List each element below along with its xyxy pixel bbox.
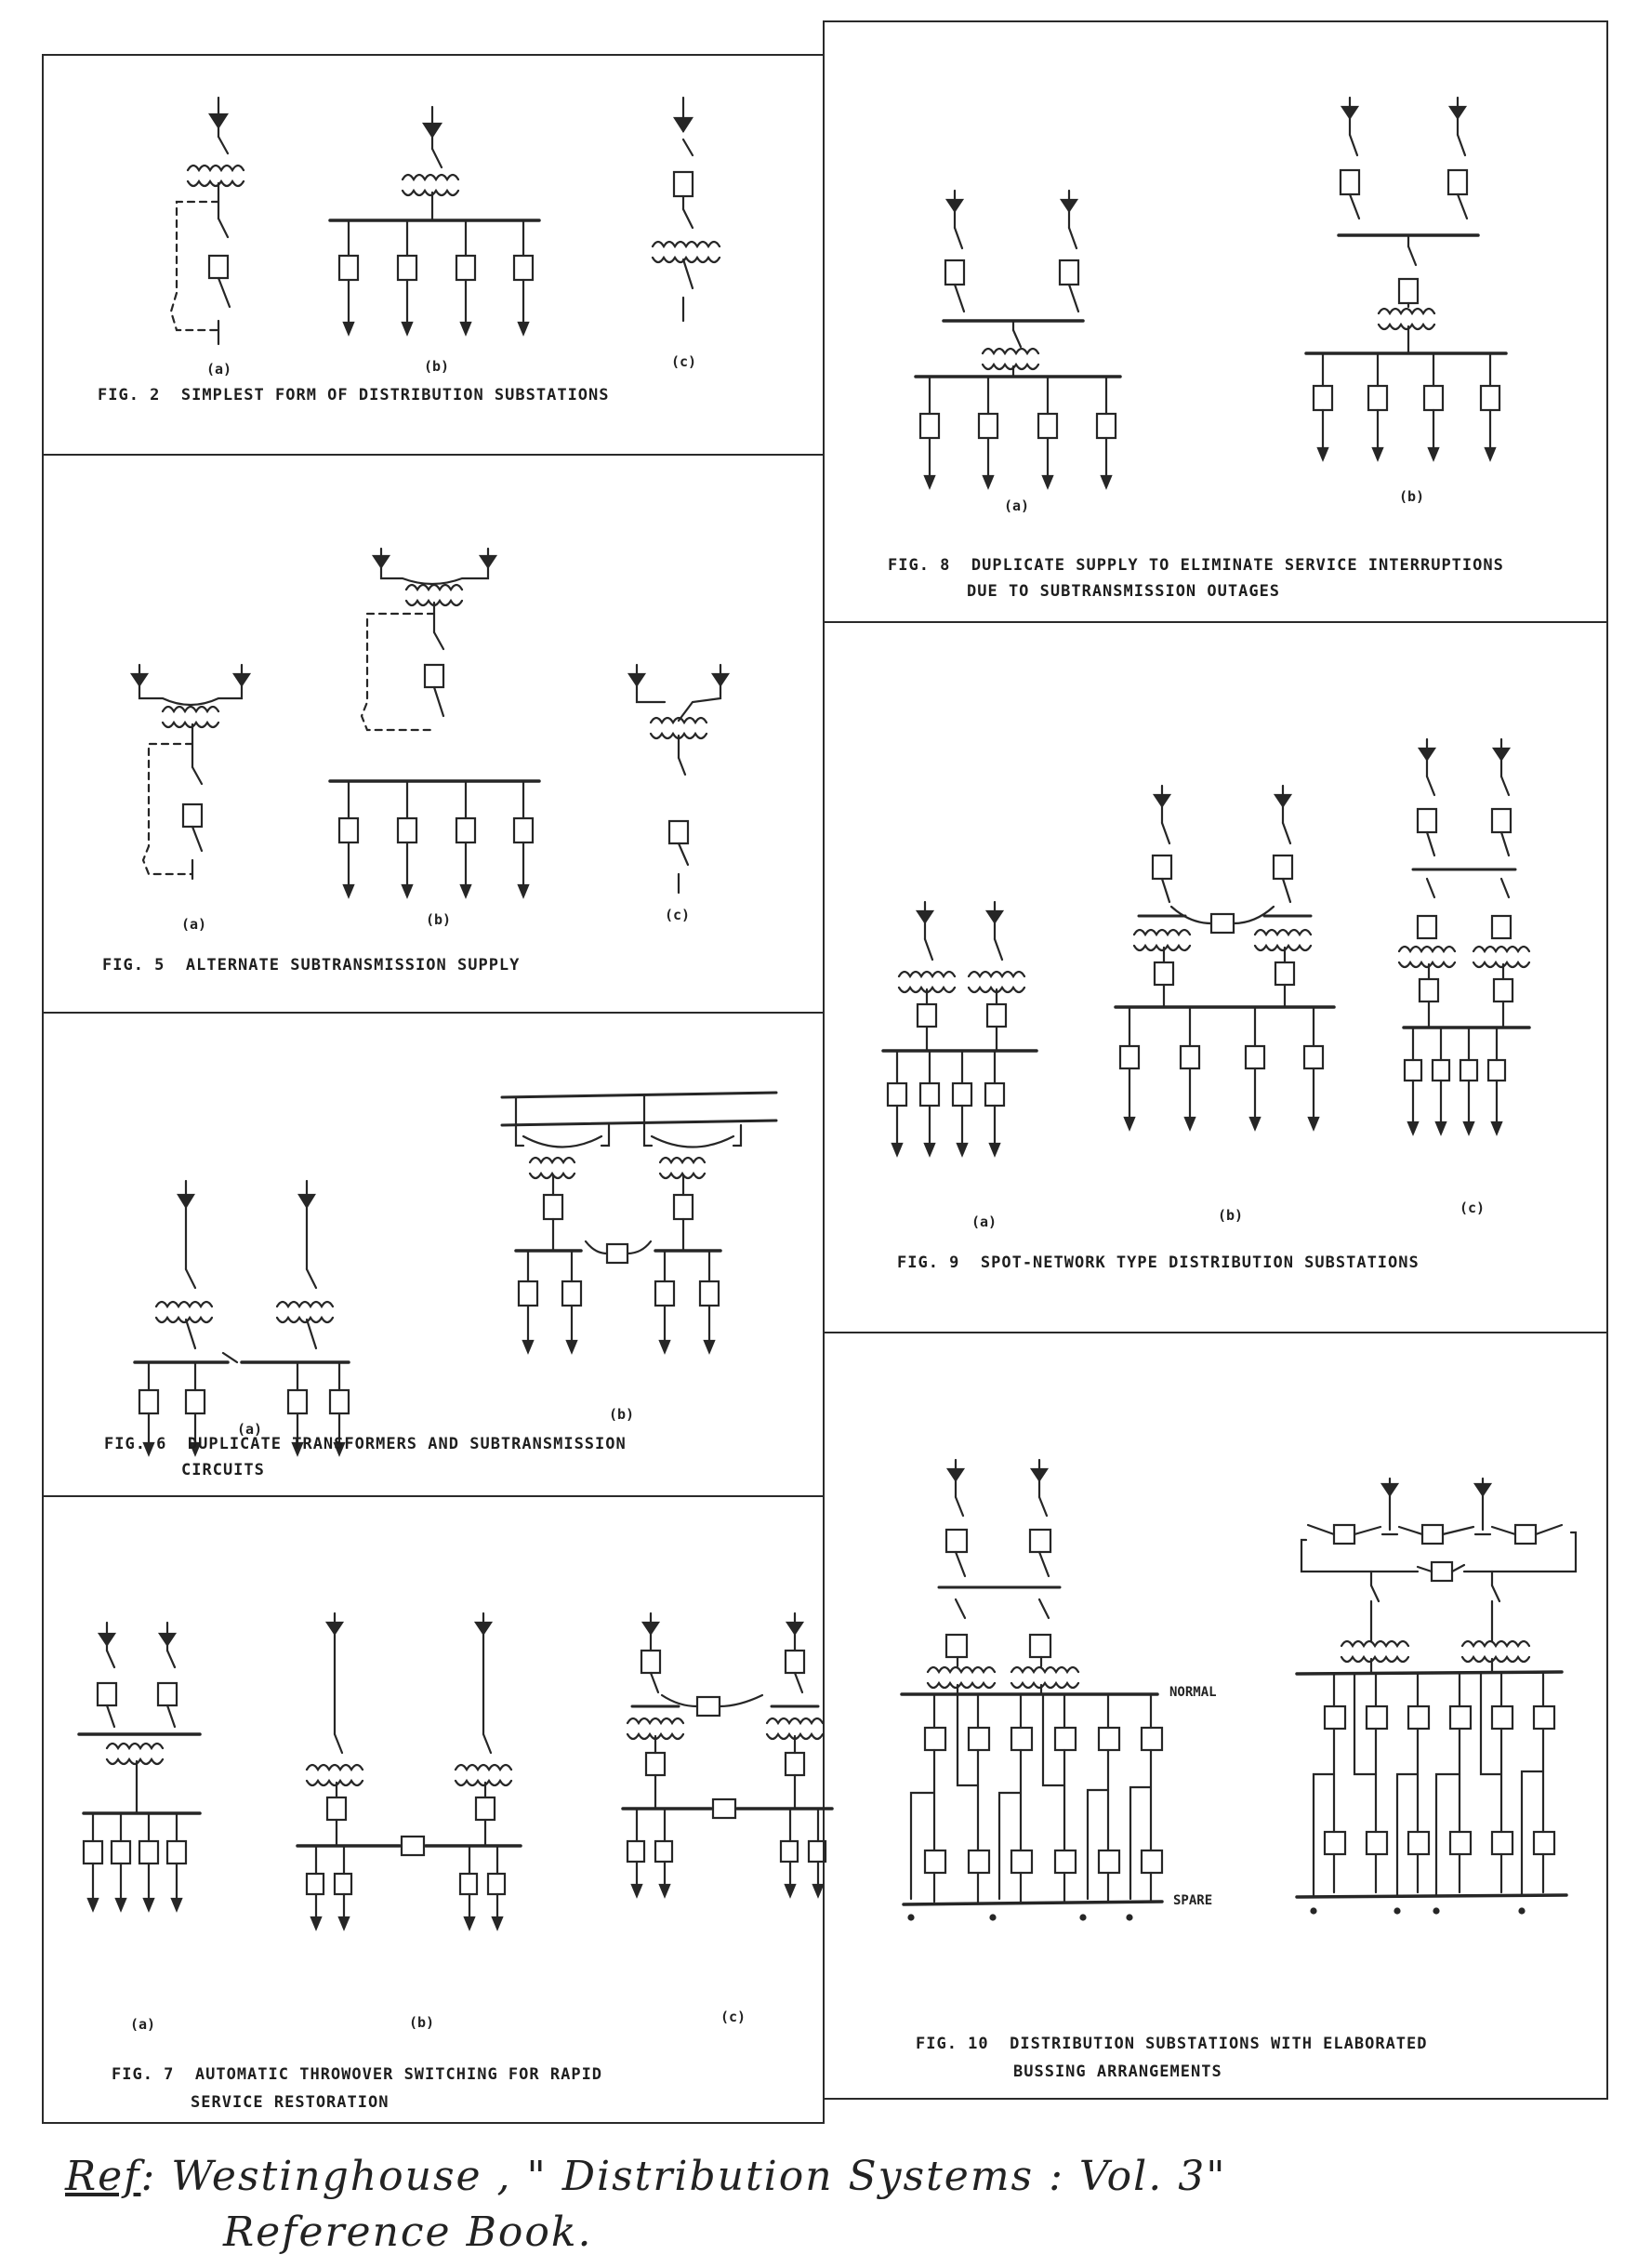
fig5-label-c: (c)	[665, 907, 691, 923]
fig5-diagram-a	[121, 665, 270, 907]
fig2-label-a: (a)	[206, 361, 232, 378]
fig2-label-b: (b)	[424, 358, 450, 375]
fig6-caption-line2: CIRCUITS	[181, 1461, 265, 1479]
fig5-label-a: (a)	[181, 916, 207, 933]
fig8-diagram-a	[916, 191, 1139, 493]
fig7-diagram-c	[623, 1613, 837, 1939]
fig5-diagram-c	[627, 665, 748, 907]
fig9-diagram-b	[1111, 786, 1343, 1176]
fig6-diagram-a	[130, 1181, 381, 1418]
fig9-label-a: (a)	[971, 1214, 997, 1230]
fig7-label-a: (a)	[130, 2016, 156, 2033]
fig2-diagram-a	[130, 98, 279, 367]
divider-fig6-fig7	[42, 1495, 825, 1497]
fig6-label-a: (a)	[237, 1421, 263, 1438]
fig9-caption: FIG. 9 SPOT-NETWORK TYPE DISTRIBUTION SUBSTATIONS	[897, 1253, 1420, 1272]
divider-fig2-fig5	[42, 454, 825, 456]
bus-label-normal: NORMAL	[1169, 1685, 1217, 1700]
fig7-label-b: (b)	[409, 2014, 435, 2031]
fig5-label-b: (b)	[426, 911, 452, 928]
fig10-diagram-left	[892, 1460, 1190, 1962]
fig8-diagram-b	[1306, 98, 1520, 488]
divider-fig8-fig9	[823, 621, 1608, 623]
fig7-diagram-a	[79, 1623, 218, 1939]
reference-prefix: Ref	[65, 2153, 141, 2200]
fig9-diagram-c	[1399, 739, 1539, 1195]
fig9-label-c: (c)	[1460, 1200, 1486, 1216]
fig7-caption-line1: FIG. 7 AUTOMATIC THROWOVER SWITCHING FOR RAPID	[112, 2065, 603, 2084]
bus-label-spare: SPARE	[1173, 1893, 1213, 1908]
fig8-caption-line2: DUE TO SUBTRANSMISSION OUTAGES	[967, 582, 1281, 601]
fig8-label-a: (a)	[1004, 497, 1030, 514]
fig2-label-c: (c)	[671, 353, 697, 370]
fig6-caption-line1: FIG. 6 DUPLICATE TRANSFORMERS AND SUBTRANSMISSION	[104, 1435, 627, 1453]
divider-fig5-fig6	[42, 1012, 825, 1014]
fig9-diagram-a	[878, 902, 1046, 1200]
reference-citation: : Westinghouse , " Distribution Systems : Vol. 3"	[140, 2153, 1227, 2200]
fig2-caption: FIG. 2 SIMPLEST FORM OF DISTRIBUTION SUBSTATIONS	[98, 386, 610, 405]
fig5-caption: FIG. 5 ALTERNATE SUBTRANSMISSION SUPPLY	[102, 956, 521, 975]
divider-fig9-fig10	[823, 1332, 1608, 1333]
fig10-caption-line2: BUSSING ARRANGEMENTS	[1013, 2062, 1222, 2081]
fig7-label-c: (c)	[720, 2009, 746, 2025]
fig7-caption-line2: SERVICE RESTORATION	[191, 2093, 390, 2112]
fig8-caption-line1: FIG. 8 DUPLICATE SUPPLY TO ELIMINATE SERVICE INTERRUPTIONS	[888, 556, 1504, 575]
fig7-diagram-b	[297, 1613, 539, 1939]
fig8-label-b: (b)	[1399, 488, 1425, 505]
fig2-diagram-c	[641, 98, 734, 349]
fig2-diagram-b	[330, 107, 548, 353]
reference-line1	[65, 2153, 1226, 2200]
fig10-diagram-right	[1297, 1479, 1576, 1962]
fig6-label-b: (b)	[609, 1406, 635, 1423]
reference-line2: Reference Book.	[223, 2208, 593, 2256]
fig9-label-b: (b)	[1218, 1207, 1244, 1224]
fig10-caption-line1: FIG. 10 DISTRIBUTION SUBSTATIONS WITH ELABORATED	[916, 2035, 1428, 2053]
fig5-diagram-b	[330, 549, 553, 902]
fig6-diagram-b	[497, 1079, 776, 1451]
